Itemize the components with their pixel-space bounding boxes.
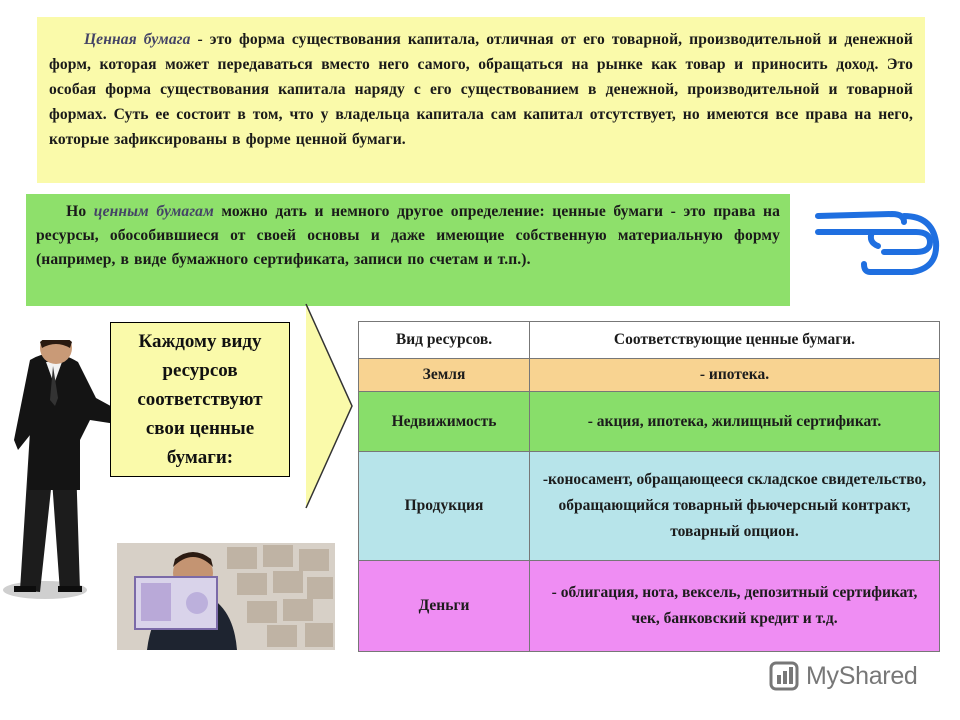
definition-term: Ценная бумага [83, 31, 191, 48]
pointing-hand-icon [812, 202, 944, 280]
logo-text: MyShared [806, 661, 918, 690]
header-securities: Соответствующие ценные бумаги. [530, 322, 940, 359]
table-row [359, 359, 940, 392]
myshared-logo[interactable] [768, 656, 928, 696]
table-row [359, 392, 940, 452]
myshared-logo-icon [768, 660, 800, 692]
resources-table [358, 321, 940, 652]
table-header-row [359, 322, 940, 359]
table-row [359, 561, 940, 652]
table-row [359, 452, 940, 561]
alt-definition-text: можно дать и немного другое определение: ценные бумаги - это права на ресурсы, обособившиеся от своей основы и даже имеющие собственную материальную форму (например, в виде бумажного сертификата, записи по счетам и т.п.). [36, 203, 780, 268]
definition-box [37, 17, 925, 183]
header-resource-type: Вид ресурсов. [359, 322, 530, 359]
row-resource: Деньги [359, 561, 530, 652]
row-resource: Продукция [359, 452, 530, 561]
alt-definition-paragraph [36, 200, 780, 272]
resources-callout [110, 322, 290, 477]
money-photo [117, 543, 335, 650]
row-securities: - облигация, нота, вексель, депозитный сертификат, чек, банковский кредит и т.д. [530, 561, 940, 652]
alt-definition-term: ценным бумагам [93, 203, 214, 220]
definition-paragraph [49, 27, 913, 152]
row-resource: Недвижимость [359, 392, 530, 452]
row-securities: -коносамент, обращающееся складское свидетельство, обращающийся товарный фьючерсный контракт, товарный опцион. [530, 452, 940, 561]
arrow-right-icon [292, 302, 356, 510]
row-resource: Земля [359, 359, 530, 392]
callout-text: Каждому виду ресурсов соответствуют свои ценные бумаги: [137, 331, 263, 468]
alt-definition-prefix: Но [66, 203, 94, 220]
row-securities: - акция, ипотека, жилищный сертификат. [530, 392, 940, 452]
alt-definition-box [26, 194, 790, 306]
row-securities: - ипотека. [530, 359, 940, 392]
definition-text: - это форма существования капитала, отличная от его товарной, производительной и денежной форм, которая может передаваться вместо него самого, обращаться на рынке как товар и приносить доход. Это особая форма существования капитала наряду с его существованием в денежной, производительной и товарной формах. Суть ее состоит в том, что у владельца капитала сам капитал отсутствует, но имеются все права на него, которые зафиксированы в форме ценной бумаги. [49, 31, 913, 148]
